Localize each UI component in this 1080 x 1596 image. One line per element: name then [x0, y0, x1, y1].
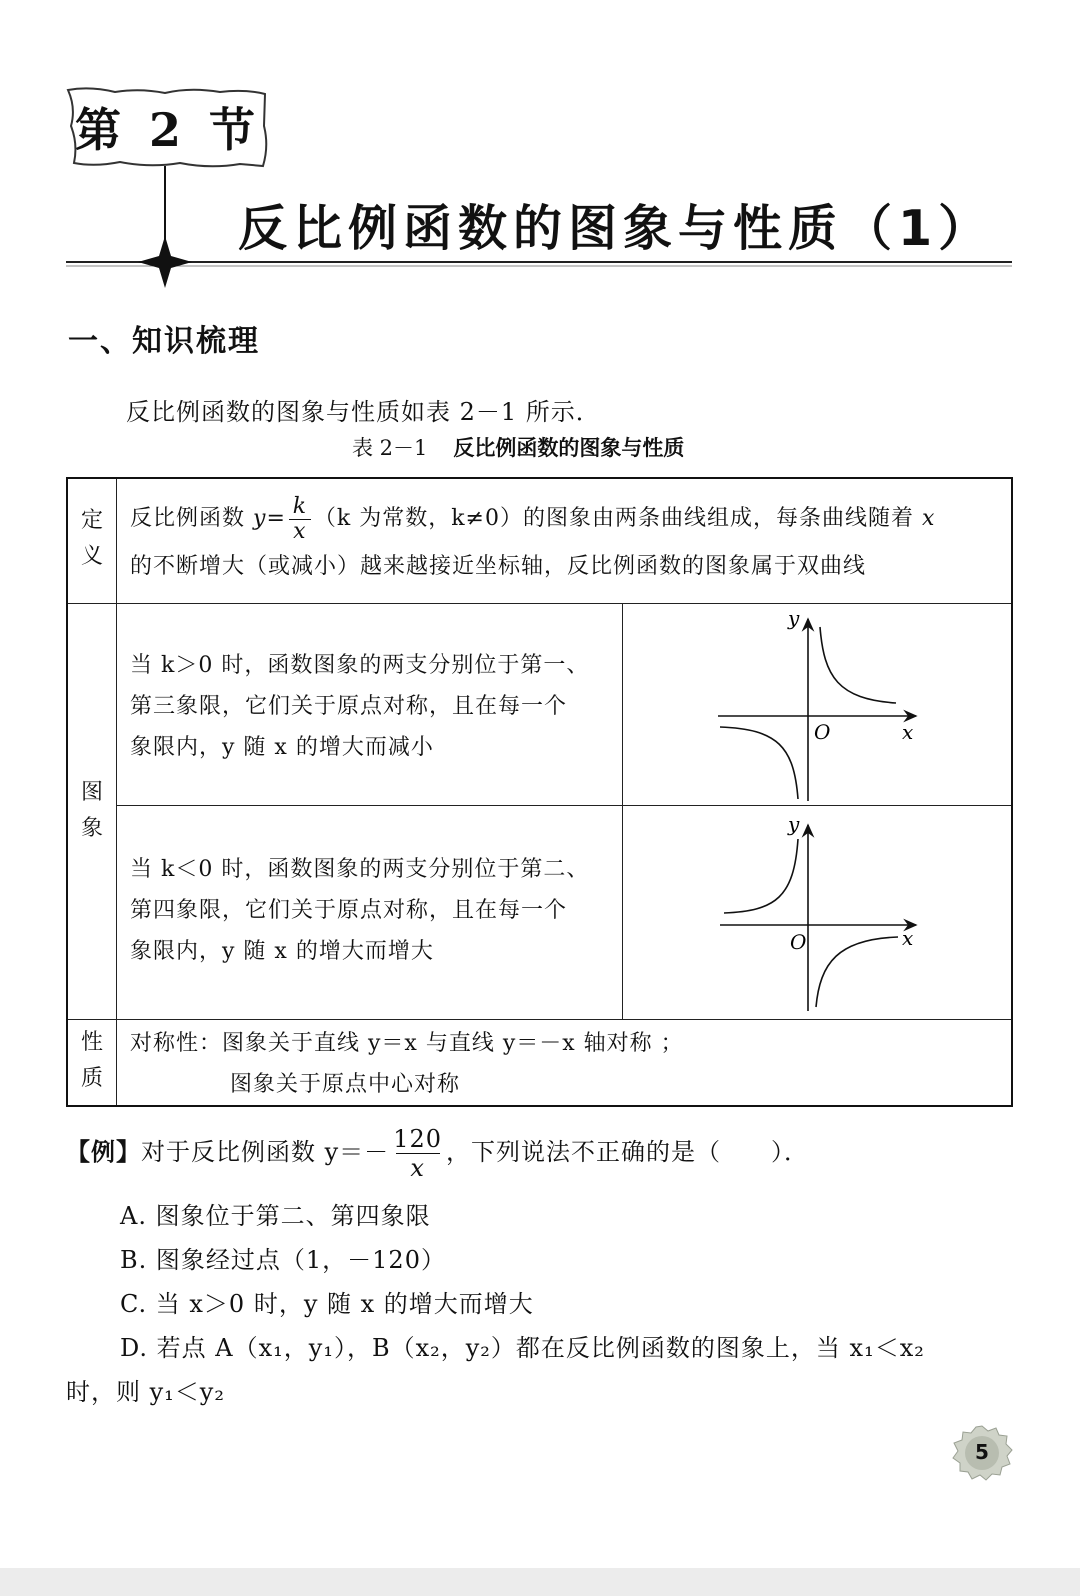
fraction-numerator: k	[292, 493, 308, 519]
table-caption	[352, 432, 684, 462]
hyperbola-negative-k-graph	[708, 813, 928, 1013]
option-a: A. 图象位于第二、第四象限	[120, 1202, 431, 1230]
intro-text: 反比例函数的图象与性质如表 2－1 所示．	[126, 398, 601, 426]
graph-label-char: 象	[80, 816, 103, 842]
definition-fraction	[289, 493, 311, 544]
option-c: C. 当 x＞0 时，y 随 x 的增大而增大	[120, 1290, 534, 1318]
y-axis-label: y	[788, 813, 800, 836]
table-caption-title: 反比例函数的图象与性质	[453, 436, 685, 460]
graph-label	[68, 775, 116, 848]
option-d-line-2: 时，则 y₁＜y₂	[66, 1378, 225, 1406]
property-label-char: 性	[80, 1030, 103, 1055]
negative-k-description	[130, 849, 620, 972]
y-axis-label: y	[788, 607, 800, 630]
section-label: 第 2 节	[74, 103, 262, 157]
hyperbola-branch-q4	[816, 937, 898, 1007]
origin-label: O	[790, 930, 807, 954]
negative-k-line: 当 k＜0 时，函数图象的两支分别位于第二、	[130, 857, 590, 882]
fraction-numerator: 120	[393, 1125, 442, 1153]
option-d-line-1: D. 若点 A（x₁，y₁），B（x₂，y₂）都在反比例函数的图象上，当 x₁＜x₂	[120, 1334, 925, 1362]
example-tag: 【例】	[66, 1138, 141, 1166]
definition-condition: （k 为常数，k≠0）的图象由两条曲线组成，每条曲线随着	[313, 506, 914, 531]
positive-k-line: 当 k＞0 时，函数图象的两支分别位于第一、	[130, 653, 590, 678]
example-fraction	[393, 1126, 442, 1181]
origin-label: O	[814, 720, 831, 744]
graph-label-char: 图	[80, 780, 103, 805]
hyperbola-branch-q3	[720, 727, 798, 799]
hyperbola-positive-k-graph	[708, 607, 928, 803]
definition-eq: =	[266, 506, 286, 531]
table-divider	[116, 805, 1011, 806]
example-stem-post: ，下列说法不正确的是（ ）．	[446, 1138, 809, 1166]
positive-k-line: 象限内，y 随 x 的增大而减小	[130, 735, 434, 760]
negative-k-line: 象限内，y 随 x 的增大而增大	[130, 939, 434, 964]
page-number: 5	[975, 1440, 989, 1464]
definition-label-char: 义	[80, 544, 103, 570]
example-stem	[66, 1126, 809, 1181]
bottom-strip	[0, 1568, 1080, 1596]
knowledge-heading: 一、知识梳理	[68, 324, 260, 359]
definition-label	[68, 503, 116, 576]
x-axis-label: x	[902, 926, 914, 950]
table-divider	[68, 603, 1011, 604]
chapter-title: 反比例函数的图象与性质（1）	[238, 200, 994, 257]
table-divider	[68, 1019, 1011, 1020]
option-b: B. 图象经过点（1，－120）	[120, 1246, 446, 1274]
definition-y: y	[253, 506, 267, 531]
definition-line-1	[130, 493, 1000, 545]
properties-table	[66, 477, 1013, 1107]
negative-k-line: 第四象限，它们关于原点对称，且在每一个	[130, 898, 568, 923]
definition-pre: 反比例函数	[130, 506, 253, 531]
table-divider	[116, 479, 117, 1105]
property-line-1: 对称性：图象关于直线 y＝x 与直线 y＝－x 轴对称 ；	[130, 1031, 684, 1056]
x-axis-label: x	[902, 720, 914, 744]
example-stem-pre: 对于反比例函数 y＝－	[141, 1138, 390, 1166]
definition-line-2: 的不断增大（或减小）越来越接近坐标轴，反比例函数的图象属于双曲线	[130, 554, 867, 579]
definition-x: x	[921, 506, 936, 531]
positive-k-description	[130, 645, 620, 768]
positive-k-line: 第三象限，它们关于原点对称，且在每一个	[130, 694, 568, 719]
table-divider	[622, 603, 623, 1019]
fraction-denominator: x	[293, 518, 307, 544]
table-caption-number: 表 2－1	[352, 436, 428, 460]
fraction-denominator: x	[410, 1154, 425, 1182]
property-label-char: 质	[80, 1066, 103, 1092]
property-text	[130, 1023, 1000, 1105]
property-label	[68, 1025, 116, 1098]
hyperbola-branch-q1	[820, 627, 896, 703]
property-line-2: 图象关于原点中心对称	[230, 1072, 461, 1097]
definition-text	[130, 493, 1000, 589]
definition-label-char: 定	[80, 508, 103, 533]
hyperbola-branch-q2	[724, 839, 798, 913]
